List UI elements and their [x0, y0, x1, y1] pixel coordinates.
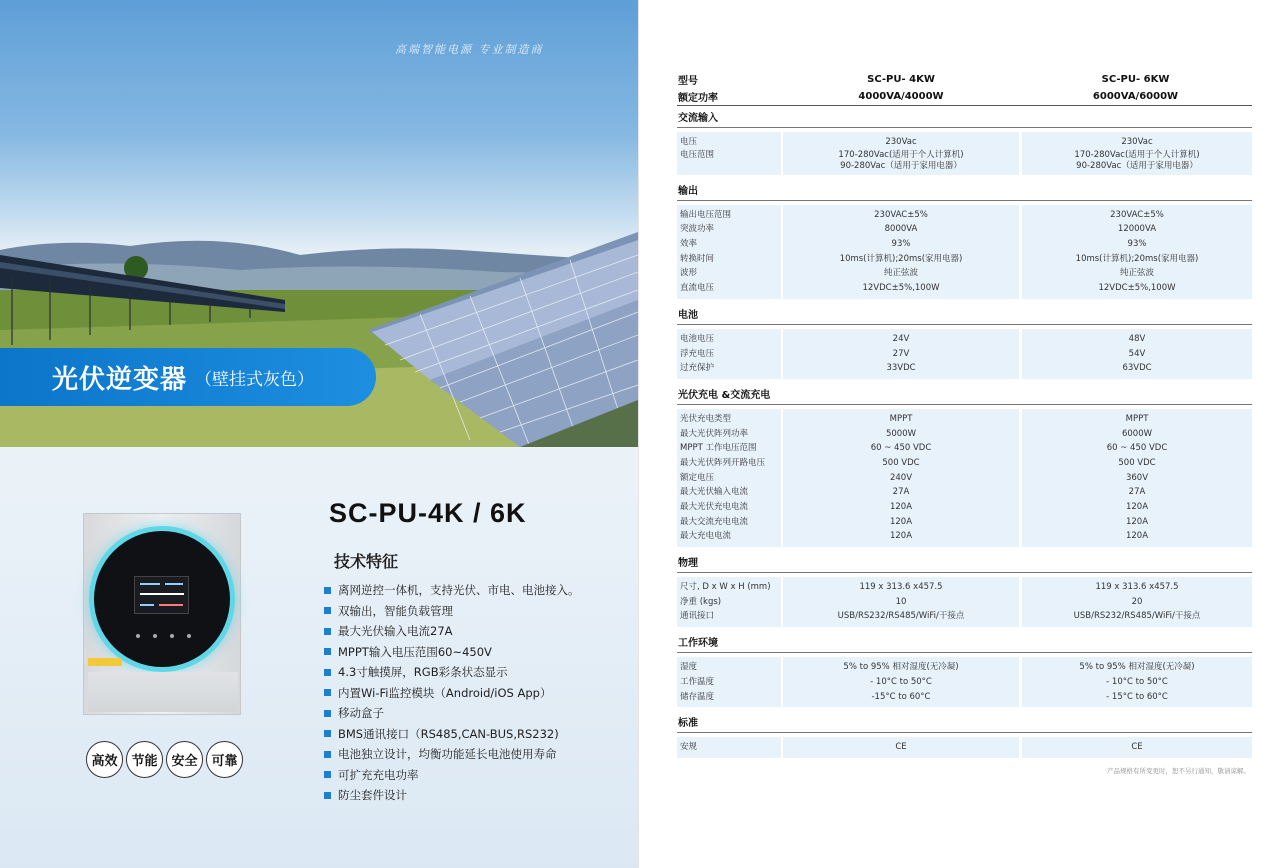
bullet-square-icon [324, 751, 331, 758]
spec-section-body [677, 128, 1252, 179]
product-buttons [136, 634, 191, 638]
spec-value-6k-column [1022, 657, 1252, 707]
spec-value-4k: 500 VDC [882, 457, 920, 468]
features-list [324, 580, 580, 806]
spec-value-6k: 360V [1125, 472, 1149, 483]
right-page [638, 0, 1278, 868]
spec-value-4k-column [783, 577, 1019, 627]
feature-item [324, 785, 580, 806]
feature-item [324, 662, 580, 683]
spec-value-6k: CE [1131, 742, 1143, 753]
spec-value-6k: 120A [1125, 531, 1149, 542]
spec-section-title: 交流输入 [677, 106, 1252, 128]
spec-header-model-row [677, 70, 1252, 88]
spec-label: 效率 [680, 239, 698, 250]
spec-label: 储存温度 [680, 691, 715, 702]
spec-value-6k: 54V [1128, 348, 1146, 359]
spec-value-6k: 93% [1127, 239, 1147, 250]
spec-section-title: 物理 [677, 551, 1252, 573]
bullet-square-icon [324, 730, 331, 737]
features-title: 技术特征 [334, 552, 399, 571]
spec-value-6k: 230Vac [1121, 137, 1153, 147]
product-screen [134, 576, 189, 614]
model-label: 型号 [678, 75, 698, 87]
spec-value-4k: 60 ~ 450 VDC [870, 443, 932, 454]
spec-value-4k: -15°C to 60°C [871, 691, 931, 702]
spec-value-6k: 12VDC±5%,100W [1098, 283, 1176, 294]
spec-value-4k: CE [895, 742, 907, 753]
product-bottom-panel [88, 672, 238, 712]
spec-table [677, 70, 1252, 762]
spec-value-6k: 纯正弦波 [1119, 268, 1154, 279]
spec-label: 输出电压范围 [680, 209, 732, 220]
spec-value-6k: 90-280Vac（适用于家用电器） [1076, 160, 1198, 171]
spec-label: 最大交流充电电流 [680, 516, 749, 527]
feature-text: 内置Wi-Fi监控模块（Android/iOS App） [338, 685, 552, 700]
spec-label: 浮充电压 [680, 348, 715, 359]
spec-value-6k: 12000VA [1117, 224, 1157, 235]
spec-label: 突波功率 [680, 224, 715, 235]
spec-value-6k: 120A [1125, 516, 1149, 527]
spec-label-column [677, 409, 781, 547]
spec-value-4k: - 10°C to 50°C [870, 676, 932, 687]
bullet-square-icon [324, 710, 331, 717]
product-ring-display [94, 531, 230, 667]
spec-value-4k: 8000VA [884, 224, 918, 235]
spec-value-4k: 5% to 95% 相对湿度(无冷凝) [843, 662, 959, 673]
left-page [0, 0, 638, 868]
bullet-square-icon [324, 669, 331, 676]
spec-value-4k-column [783, 132, 1019, 175]
feature-item [324, 601, 580, 622]
spec-section-title: 电池 [677, 303, 1252, 325]
feature-item [324, 765, 580, 786]
spec-value-4k-column [783, 409, 1019, 547]
spec-value-4k: 24V [892, 333, 910, 344]
spec-value-4k: 120A [889, 531, 913, 542]
feature-item [324, 621, 580, 642]
model-4k: SC-PU- 4KW [867, 73, 935, 85]
spec-value-6k: 120A [1125, 502, 1149, 512]
spec-label: 最大光伏充电电流 [680, 502, 749, 512]
spec-value-6k-column [1022, 329, 1252, 379]
bullet-square-icon [324, 607, 331, 614]
spec-value-6k: 500 VDC [1118, 457, 1156, 468]
spec-label: 波形 [680, 268, 698, 279]
spec-value-4k-column [783, 737, 1019, 758]
feature-item [324, 703, 580, 724]
spec-value-6k: 27A [1128, 487, 1146, 498]
spec-section-body [677, 653, 1252, 711]
spec-label: 额定电压 [680, 472, 715, 483]
product-image [83, 513, 241, 715]
spec-value-4k: 5000W [885, 428, 917, 439]
badge-energy-saving: 节能 [126, 741, 163, 778]
spec-label: 电池电压 [680, 333, 715, 344]
spec-label: 最大光伏阵列开路电压 [680, 457, 766, 468]
spec-value-4k: 纯正弦波 [883, 268, 918, 279]
spec-value-4k: 10 [895, 596, 907, 607]
spec-label: 最大光伏阵列功率 [680, 428, 749, 439]
spec-section-body [677, 733, 1252, 762]
spec-label-column [677, 132, 781, 175]
spec-value-4k: 230VAC±5% [874, 209, 928, 220]
spec-value-4k: 120A [889, 516, 913, 527]
spec-sections [677, 106, 1252, 762]
spec-label-column [677, 329, 781, 379]
spec-value-6k: 119 x 313.6 x457.5 [1095, 582, 1179, 593]
page-title: 光伏逆变器 [52, 364, 188, 395]
bullet-square-icon [324, 628, 331, 635]
feature-text: 双输出，智能负载管理 [338, 603, 453, 618]
spec-value-6k: MPPT [1125, 413, 1149, 424]
spec-label: 工作温度 [680, 676, 715, 687]
spec-value-6k-column [1022, 577, 1252, 627]
feature-text: 防尘套件设计 [338, 788, 407, 803]
feature-item [324, 580, 580, 601]
caution-label [88, 658, 122, 666]
spec-section-title: 工作环境 [677, 631, 1252, 653]
spec-value-6k: 5% to 95% 相对湿度(无冷凝) [1079, 662, 1195, 673]
spec-label-column [677, 657, 781, 707]
spec-label-column [677, 205, 781, 299]
spec-label: 转换时间 [680, 253, 715, 264]
spec-value-6k: 170-280Vac(适用于个人计算机) [1074, 149, 1200, 160]
spec-value-6k: 20 [1131, 596, 1143, 607]
spec-value-4k: 12VDC±5%,100W [862, 283, 940, 294]
feature-text: 4.3寸触摸屏，RGB彩条状态显示 [338, 665, 508, 680]
feature-text: BMS通讯接口（RS485,CAN-BUS,RS232) [338, 726, 559, 741]
spec-value-6k: 6000W [1121, 428, 1153, 439]
badge-safe: 安全 [166, 741, 203, 778]
bullet-square-icon [324, 648, 331, 655]
spec-label: 尺寸, D x W x H (mm) [680, 582, 771, 593]
disclaimer-note: 产品规格有所变更时，恕不另行通知，敬请谅解。 [1107, 767, 1250, 775]
feature-item [324, 744, 580, 765]
badge-reliable: 可靠 [206, 741, 243, 778]
spec-value-6k: 48V [1128, 333, 1146, 344]
spec-value-4k: 27V [892, 348, 910, 359]
bullet-square-icon [324, 792, 331, 799]
spec-label: 湿度 [680, 662, 698, 673]
spec-label: 安规 [680, 742, 698, 753]
power-4k: 4000VA/4000W [858, 91, 944, 102]
spec-section-body [677, 325, 1252, 383]
spec-label: 电压 [680, 137, 698, 147]
feature-text: 电池独立设计，均衡功能延长电池使用寿命 [338, 747, 557, 762]
spec-label: 最大光伏输入电流 [680, 487, 749, 498]
spec-value-4k: 119 x 313.6 x457.5 [859, 582, 943, 593]
spec-value-4k-column [783, 329, 1019, 379]
spec-section-body [677, 201, 1252, 303]
bullet-square-icon [324, 771, 331, 778]
page-subtitle: （壁挂式灰色） [195, 369, 315, 390]
spec-value-4k: MPPT [889, 413, 913, 424]
feature-text: 最大光伏输入电流27A [338, 624, 453, 639]
spec-label: 通讯接口 [680, 611, 715, 622]
spec-label: 最大充电电流 [680, 531, 732, 542]
spec-value-4k: 240V [889, 472, 913, 483]
spec-value-6k: - 10°C to 50°C [1106, 676, 1168, 687]
spec-label [680, 161, 778, 172]
spec-value-4k: 33VDC [886, 363, 916, 374]
spec-header-power-row [677, 88, 1252, 106]
spec-value-6k-column [1022, 132, 1252, 175]
power-6k: 6000VA/6000W [1092, 91, 1179, 102]
feature-text: MPPT输入电压范围60~450V [338, 644, 492, 659]
spec-value-4k: 27A [892, 487, 910, 498]
spec-value-4k: 10ms(计算机);20ms(家用电器) [839, 253, 963, 264]
spec-label-column [677, 577, 781, 627]
slogan: 高端智能电源 专业制造商 [395, 43, 544, 56]
model-6k: SC-PU- 6KW [1101, 73, 1170, 85]
spec-section-title: 光伏充电 &交流充电 [677, 383, 1252, 405]
spec-value-6k: - 15°C to 60°C [1106, 691, 1168, 702]
spec-label: 净重 (kgs) [680, 596, 722, 607]
spec-value-6k: 10ms(计算机);20ms(家用电器) [1075, 253, 1199, 264]
badge-efficient: 高效 [86, 741, 123, 778]
spec-label: MPPT 工作电压范围 [680, 443, 757, 454]
model-title: SC-PU-4K / 6K [329, 498, 527, 528]
spec-value-4k-column [783, 657, 1019, 707]
title-band [0, 348, 376, 406]
feature-text: 离网逆控一体机，支持光伏、市电、电池接入。 [338, 583, 580, 598]
spec-value-6k: 63VDC [1122, 363, 1152, 374]
feature-item [324, 642, 580, 663]
feature-item [324, 683, 580, 704]
spec-value-6k: USB/RS232/RS485/WiFi/干接点 [1073, 611, 1201, 622]
spec-section-body [677, 405, 1252, 551]
spec-section-title: 标准 [677, 711, 1252, 733]
feature-item [324, 724, 580, 745]
feature-text: 移动盒子 [338, 706, 384, 721]
spec-value-4k: 170-280Vac(适用于个人计算机) [838, 149, 964, 160]
spec-value-4k-column [783, 205, 1019, 299]
spec-value-6k-column [1022, 409, 1252, 547]
spec-section-body [677, 573, 1252, 631]
badges [86, 741, 243, 778]
spec-value-4k: 230Vac [885, 137, 917, 147]
spec-label: 光伏充电类型 [680, 413, 732, 424]
bullet-square-icon [324, 689, 331, 696]
spec-value-6k: 60 ~ 450 VDC [1106, 443, 1168, 454]
spec-value-6k-column [1022, 205, 1252, 299]
spec-value-6k-column [1022, 737, 1252, 758]
power-label: 额定功率 [678, 93, 718, 104]
spec-label: 过充保护 [680, 363, 715, 374]
spec-label-column [677, 737, 781, 758]
spec-section-title: 输出 [677, 179, 1252, 201]
spec-value-4k: 90-280Vac（适用于家用电器） [840, 160, 962, 171]
spec-value-4k: 93% [891, 239, 911, 250]
bullet-square-icon [324, 587, 331, 594]
spec-value-6k: 230VAC±5% [1110, 209, 1164, 220]
feature-text: 可扩充充电功率 [338, 767, 419, 782]
spec-value-4k: USB/RS232/RS485/WiFi/干接点 [837, 611, 965, 622]
spec-value-4k: 120A [889, 502, 913, 512]
spec-label: 直流电压 [680, 283, 715, 294]
spec-label: 电压范围 [680, 149, 715, 160]
